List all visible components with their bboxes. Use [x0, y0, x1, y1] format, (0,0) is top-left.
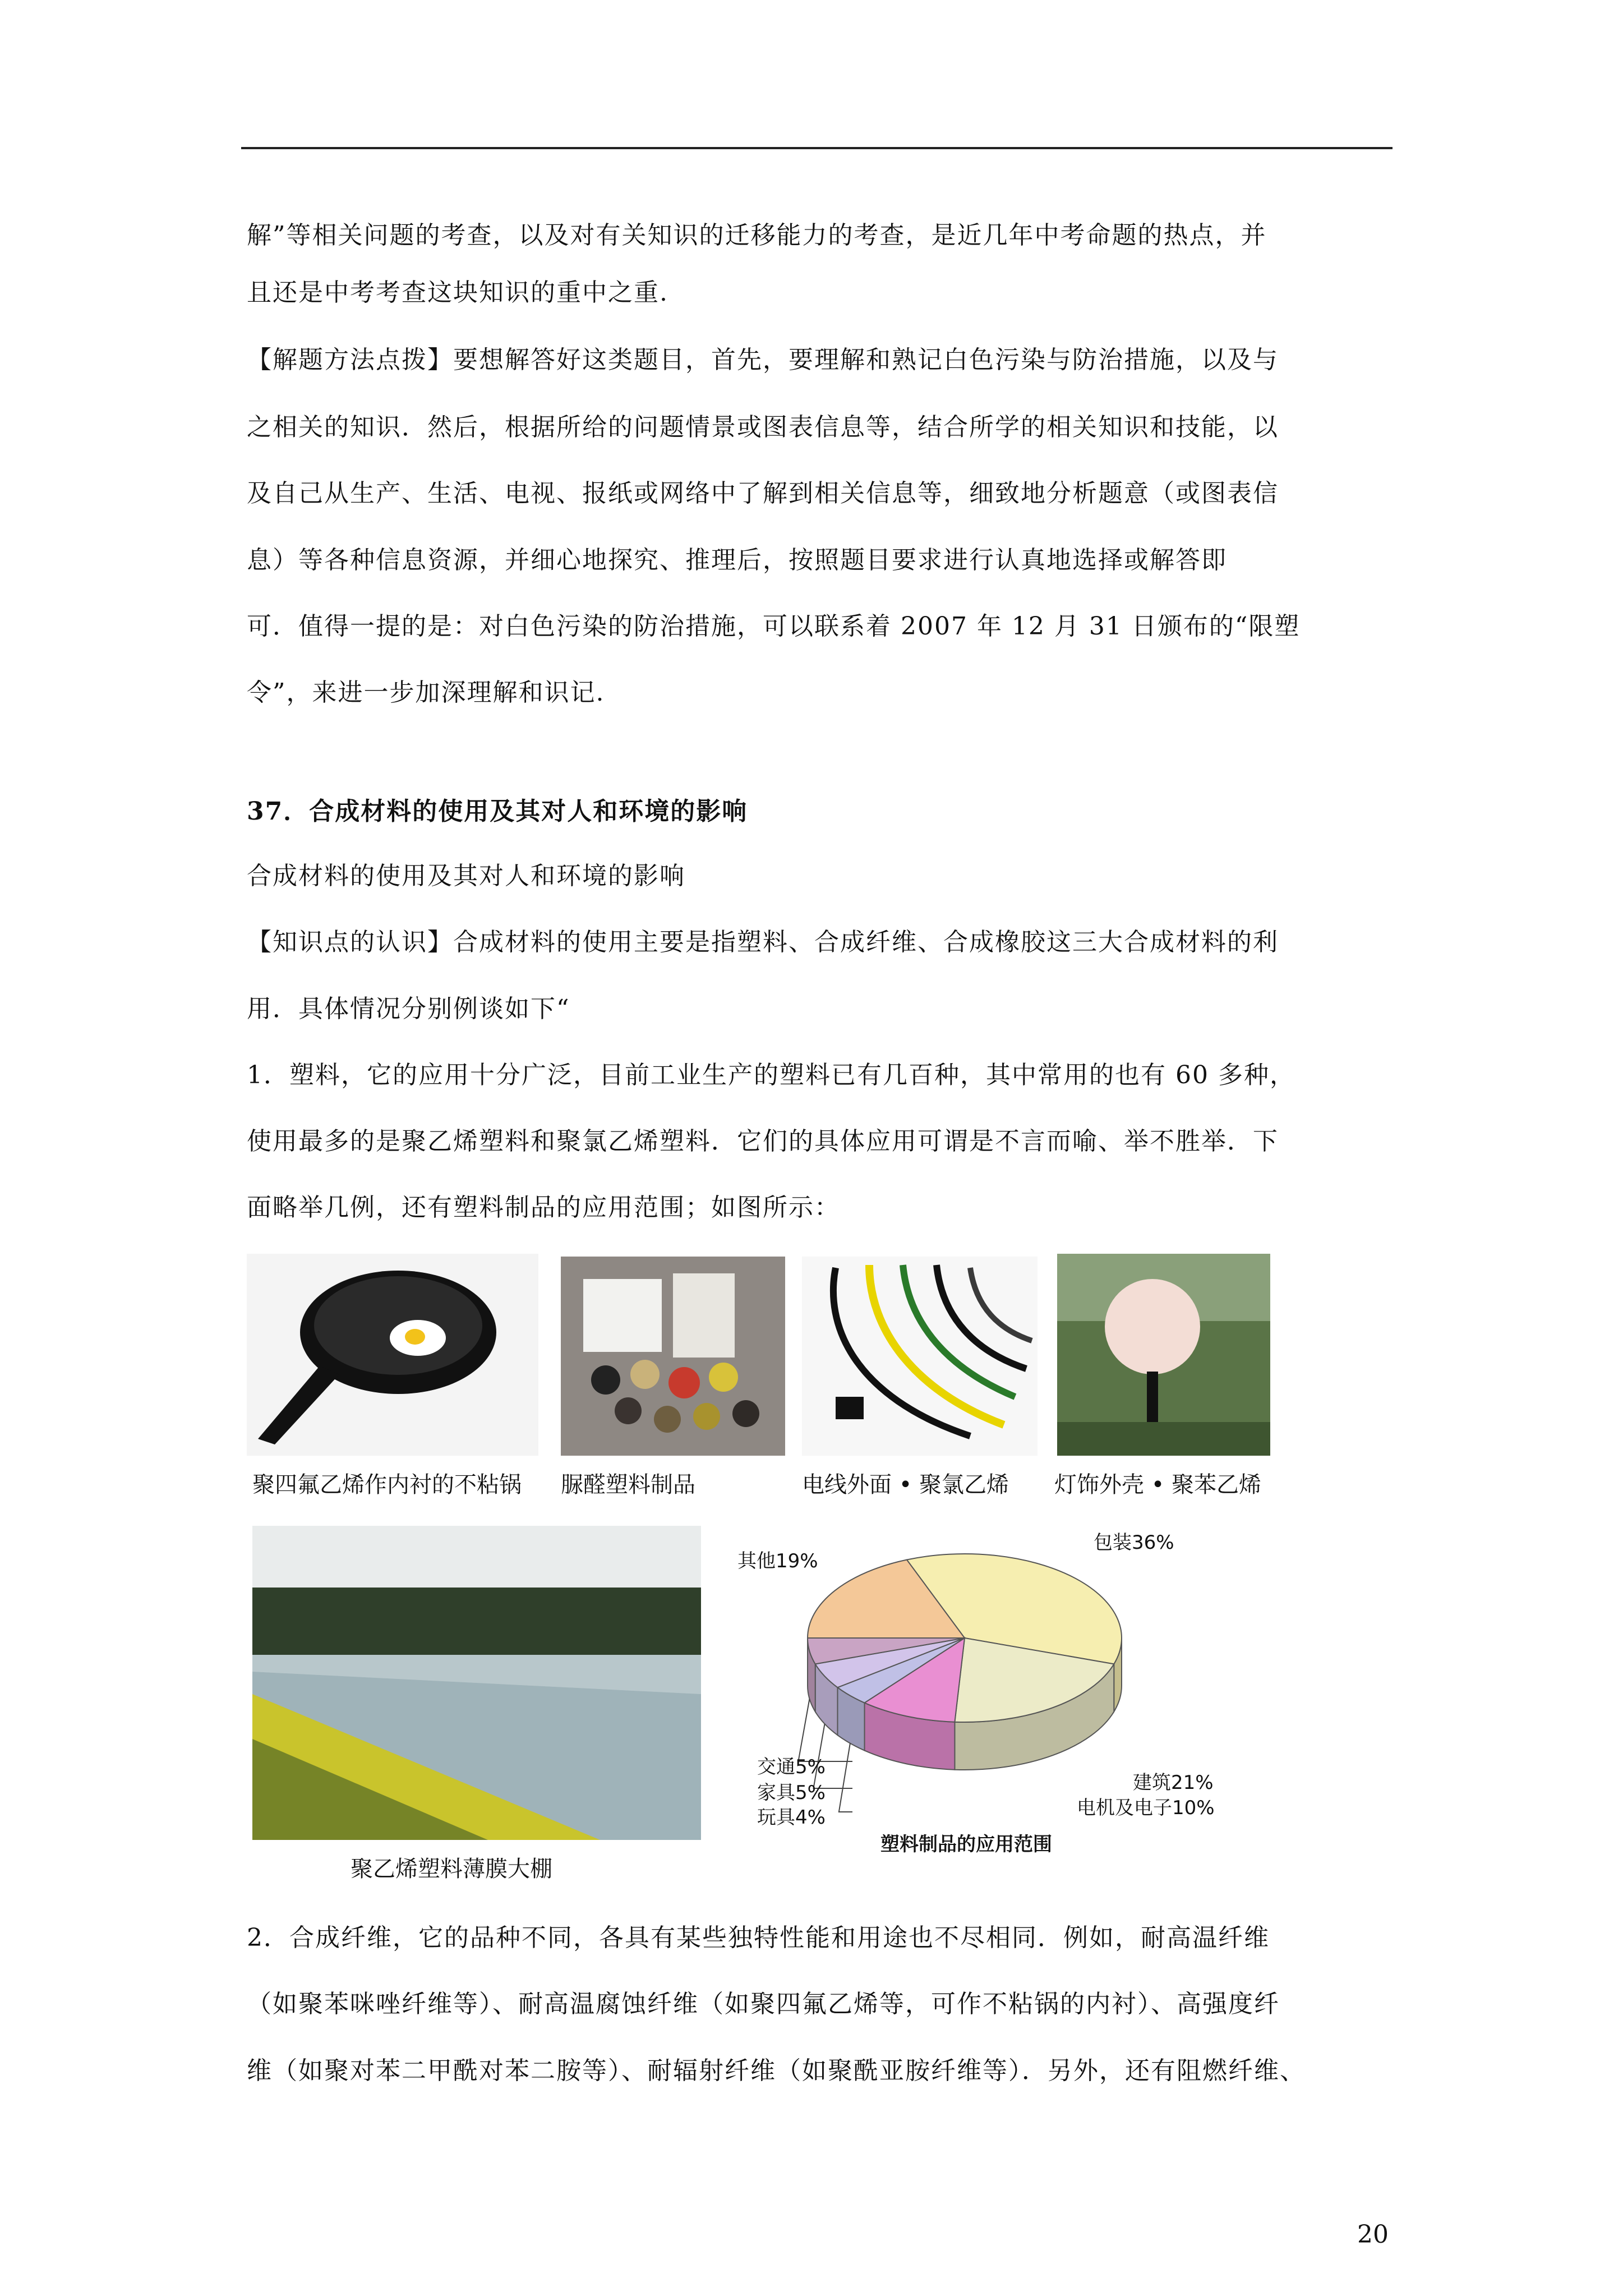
text-line-7: 可．值得一提的是：对白色污染的防治措施，可以联系着 2007 年 12 月 31 日颁布的“限塑: [247, 612, 1301, 641]
electric-wires-photo: [802, 1257, 1038, 1456]
text-line-4: 之相关的知识．然后，根据所给的问题情景或图表信息等，结合所学的相关知识和技能，以: [247, 413, 1279, 441]
pan-caption: 聚四氟乙烯作内衬的不粘锅: [252, 1472, 522, 1498]
pie-label-furniture: 家具5%: [757, 1782, 826, 1804]
pie-label-toys: 玩具4%: [757, 1806, 826, 1829]
text-line-10: 【知识点的认识】合成材料的使用主要是指塑料、合成纤维、合成橡胶这三大合成材料的利: [247, 928, 1279, 956]
text-line-3: 【解题方法点拨】要想解答好这类题目，首先，要理解和熟记白色污染与防治措施，以及与: [247, 346, 1279, 374]
urea-plastic-products-photo: [561, 1257, 785, 1456]
pie-label-transport: 交通5%: [757, 1756, 826, 1778]
lamp-caption: 灯饰外壳 • 聚苯乙烯: [1054, 1472, 1262, 1498]
text-line-15: 2．合成纤维，它的品种不同，各具有某些独特性能和用途也不尽相同．例如，耐高温纤维: [247, 1924, 1270, 1952]
page-number: 20: [1357, 2220, 1389, 2249]
text-line-2: 且还是中考考查这块知识的重中之重.: [247, 278, 668, 307]
pie-label-electronics: 电机及电子10%: [1077, 1797, 1215, 1819]
text-line-5: 及自己从生产、生活、电视、报纸或网络中了解到相关信息等，细致地分析题意（或图表信: [247, 479, 1279, 508]
header-rule: [241, 147, 1393, 149]
text-line-13: 使用最多的是聚乙烯塑料和聚氯乙烯塑料．它们的具体应用可谓是不言而喻、举不胜举．下: [247, 1127, 1279, 1156]
text-line-8: 令”，来进一步加深理解和识记.: [247, 678, 605, 707]
greenhouse-film-photo: [252, 1526, 701, 1840]
text-line-16: （如聚苯咪唑纤维等）、耐高温腐蚀纤维（如聚四氟乙烯等，可作不粘锅的内衬）、高强度纤: [247, 1990, 1280, 2018]
pie-label-construction: 建筑21%: [1133, 1772, 1214, 1794]
text-line-9: 合成材料的使用及其对人和环境的影响: [247, 862, 685, 890]
wires-caption: 电线外面 • 聚氯乙烯: [802, 1472, 1009, 1498]
text-line-11: 用．具体情况分别例谈如下“: [247, 995, 570, 1023]
pie-title: 塑料制品的应用范围: [880, 1833, 1052, 1856]
text-line-14: 面略举几例，还有塑料制品的应用范围；如图所示：: [247, 1193, 840, 1222]
text-line-6: 息）等各种信息资源，并细心地探究、推理后，按照题目要求进行认真地选择或解答即: [247, 546, 1227, 574]
plugs-caption: 脲醛塑料制品: [561, 1472, 695, 1498]
lamp-shade-photo: [1057, 1254, 1270, 1456]
text-line-1: 解”等相关问题的考查，以及对有关知识的迁移能力的考查，是近几年中考命题的热点，并: [247, 221, 1267, 250]
section-heading: 37．合成材料的使用及其对人和环境的影响: [247, 797, 748, 826]
pie-label-packaging: 包装36%: [1094, 1531, 1174, 1554]
text-line-12: 1．塑料，它的应用十分广泛，目前工业生产的塑料已有几百种，其中常用的也有 60 多种，: [247, 1061, 1295, 1089]
nonstick-pan-photo: [247, 1254, 538, 1456]
pie-leader-玩具: [839, 1743, 852, 1812]
plastics-usage-pie-chart: [723, 1526, 1284, 1890]
greenhouse-caption: 聚乙烯塑料薄膜大棚: [351, 1856, 552, 1882]
pie-label-other: 其他19%: [737, 1550, 818, 1572]
text-line-17: 维（如聚对苯二甲酰对苯二胺等）、耐辐射纤维（如聚酰亚胺纤维等）．另外，还有阻燃纤维、: [247, 2056, 1306, 2085]
